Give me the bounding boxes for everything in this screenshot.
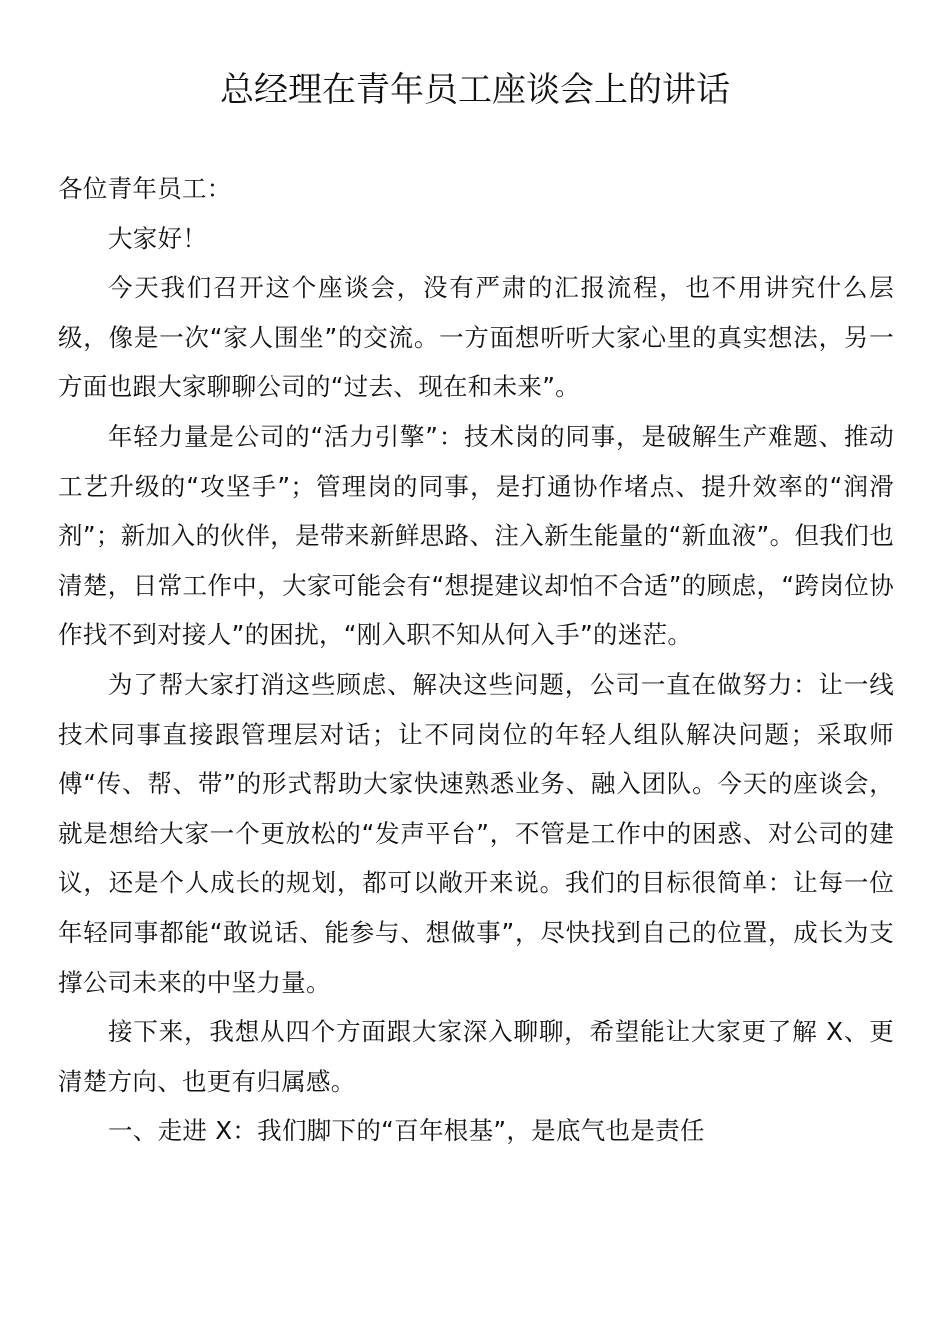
- greeting: 大家好！: [108, 223, 208, 253]
- document-title: 总经理在青年员工座谈会上的讲话: [220, 70, 730, 110]
- paragraph-company-efforts: 为了帮大家打消这些顾虑、解决这些问题，公司一直在做努力：让一线技术同事直接跟管理层对话；让不同岗位的年轻人组队解决问题；采取师傅“传、帮、带”的形式帮助大家快速熟悉业务、融入团队。今天的座谈会，就是想给大家一个更放松的“发声平台”，不管是工作中的困惑、对公司的建议，还是个人成长的规划，都可以敞开来说。我们的目标很简单：让每一位年轻同事都能“敢说话、能参与、想做事”，尽快找到自己的位置，成长为支撑公司未来的中坚力量。: [58, 669, 894, 997]
- paragraph-intro: 今天我们召开这个座谈会，没有严肃的汇报流程，也不用讲究什么层级，像是一次“家人围坐”的交流。一方面想听听大家心里的真实想法，另一方面也跟大家聊聊公司的“过去、现在和未来”。: [58, 273, 894, 402]
- document-body: [58, 164, 894, 1156]
- paragraph-next-topics: 接下来，我想从四个方面跟大家深入聊聊，希望能让大家更了解 X、更清楚方向、也更有归属感。: [58, 1017, 894, 1096]
- section-heading: 一、走进 X：我们脚下的“百年根基”，是底气也是责任: [108, 1116, 705, 1146]
- paragraph-young-force: 年轻力量是公司的“活力引擎”：技术岗的同事，是破解生产难题、推动工艺升级的“攻坚手”；管理岗的同事，是打通协作堵点、提升效率的“润滑剂”；新加入的伙伴，是带来新鲜思路、注入新生能量的“新血液”。但我们也清楚，日常工作中，大家可能会有“想提建议却怕不合适”的顾虑，“跨岗位协作找不到对接人”的困扰，“刚入职不知从何入手”的迷茫。: [58, 421, 894, 650]
- salutation: 各位青年员工：: [58, 174, 232, 203]
